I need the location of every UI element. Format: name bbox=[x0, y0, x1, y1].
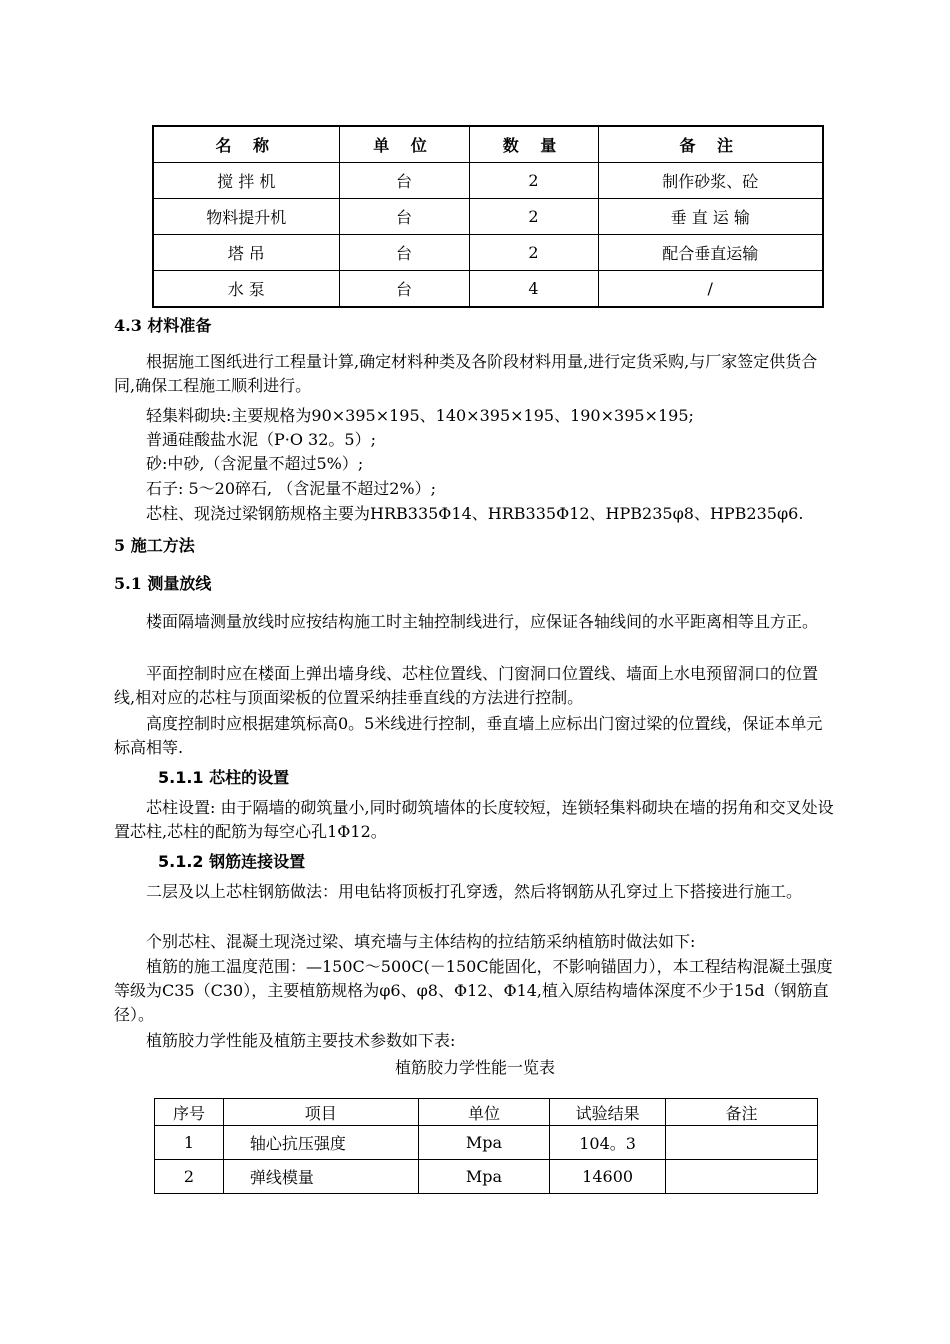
glue-properties-table bbox=[154, 1098, 818, 1194]
table-cell: 轴心抗压强度 bbox=[223, 1126, 418, 1160]
section-heading-4-3: 4.3 材料准备 bbox=[114, 316, 212, 335]
table-row bbox=[153, 199, 823, 235]
table-cell: 弹线模量 bbox=[223, 1160, 418, 1194]
table-row bbox=[155, 1126, 818, 1160]
table-cell: 2 bbox=[469, 163, 598, 199]
table-cell: 塔 吊 bbox=[153, 235, 339, 271]
header-cell: 备 注 bbox=[598, 126, 823, 163]
table-row bbox=[153, 163, 823, 199]
paragraph: 砂:中砂,（含泥量不超过5%）; bbox=[146, 454, 364, 473]
table-cell: Mpa bbox=[418, 1160, 550, 1194]
paragraph: 芯柱设置: 由于隔墙的砌筑量小,同时砌筑墙体的长度较短，连锁轻集料砌块在墙的拐角和交叉处设置芯柱,芯柱的配筋为每空心孔1Φ12。 bbox=[114, 798, 834, 841]
table-cell: 2 bbox=[155, 1160, 224, 1194]
paragraph: 平面控制时应在楼面上弹出墙身线、芯柱位置线、门窗洞口位置线、墙面上水电预留洞口的位置线,相对应的芯柱与顶面梁板的位置采纳挂垂直线的方法进行控制。 bbox=[114, 664, 819, 707]
header-cell: 备注 bbox=[665, 1099, 817, 1126]
table-row bbox=[153, 235, 823, 271]
table-cell: 台 bbox=[339, 235, 469, 271]
table-cell: 制作砂浆、砼 bbox=[598, 163, 823, 199]
table-cell: 14600 bbox=[550, 1160, 666, 1194]
header-cell: 名 称 bbox=[153, 126, 339, 163]
table-cell: 1 bbox=[155, 1126, 224, 1160]
paragraph: 根据施工图纸进行工程量计算,确定材料种类及各阶段材料用量,进行定货采购,与厂家签定供货合同,确保工程施工顺利进行。 bbox=[114, 352, 818, 395]
table-row bbox=[155, 1160, 818, 1194]
header-cell: 单位 bbox=[418, 1099, 550, 1126]
paragraph: 植筋胶力学性能及植筋主要技术参数如下表: bbox=[146, 1031, 456, 1050]
table-cell: 4 bbox=[469, 271, 598, 308]
table-header-row bbox=[155, 1099, 818, 1126]
table-cell bbox=[665, 1126, 817, 1160]
table-cell: 配合垂直运输 bbox=[598, 235, 823, 271]
table-cell: 2 bbox=[469, 199, 598, 235]
header-cell: 单 位 bbox=[339, 126, 469, 163]
table-cell: / bbox=[598, 271, 823, 308]
header-cell: 数 量 bbox=[469, 126, 598, 163]
table-cell: 搅 拌 机 bbox=[153, 163, 339, 199]
table-cell: 台 bbox=[339, 199, 469, 235]
paragraph: 个别芯柱、混凝土现浇过梁、填充墙与主体结构的拉结筋采纳植筋时做法如下: bbox=[146, 932, 696, 951]
paragraph: 普通硅酸盐水泥（P·O 32。5）; bbox=[146, 430, 376, 449]
table-cell: 物料提升机 bbox=[153, 199, 339, 235]
header-cell: 试验结果 bbox=[550, 1099, 666, 1126]
paragraph: 高度控制时应根据建筑标高0。5米线进行控制，垂直墙上应标出门窗过梁的位置线，保证本单元标高相等. bbox=[114, 714, 823, 757]
paragraph: 轻集料砌块:主要规格为90×395×195、140×395×195、190×395×195; bbox=[146, 406, 694, 425]
table-cell: 台 bbox=[339, 271, 469, 308]
equipment-table bbox=[152, 125, 824, 308]
header-cell: 项目 bbox=[223, 1099, 418, 1126]
table-cell: Mpa bbox=[418, 1126, 550, 1160]
table-cell: 垂 直 运 输 bbox=[598, 199, 823, 235]
table-cell: 水 泵 bbox=[153, 271, 339, 308]
section-heading-5-1: 5.1 测量放线 bbox=[114, 574, 212, 593]
paragraph: 植筋的施工温度范围：—150C～500C(－150C能固化，不影响锚固力），本工程结构混凝土强度等级为C35（C30），主要植筋规格为φ6、φ8、Φ12、Φ14,植入原结构墙体深度不少于15d（钢筋直径）。 bbox=[114, 957, 833, 1024]
header-cell: 序号 bbox=[155, 1099, 224, 1126]
table-cell bbox=[665, 1160, 817, 1194]
table-cell: 104。3 bbox=[550, 1126, 666, 1160]
section-heading-5-1-2: 5.1.2 钢筋连接设置 bbox=[158, 852, 306, 871]
table-row bbox=[153, 271, 823, 308]
table-cell: 2 bbox=[469, 235, 598, 271]
section-heading-5: 5 施工方法 bbox=[114, 536, 195, 555]
section-heading-5-1-1: 5.1.1 芯柱的设置 bbox=[158, 768, 290, 787]
table-cell: 台 bbox=[339, 163, 469, 199]
paragraph: 芯柱、现浇过梁钢筋规格主要为HRB335Φ14、HRB335Φ12、HPB235φ8、HPB235φ6. bbox=[146, 504, 804, 523]
paragraph: 二层及以上芯柱钢筋做法：用电钻将顶板打孔穿透，然后将钢筋从孔穿过上下搭接进行施工。 bbox=[146, 882, 803, 901]
table-header-row bbox=[153, 126, 823, 163]
paragraph: 楼面隔墙测量放线时应按结构施工时主轴控制线进行，应保证各轴线间的水平距离相等且方正。 bbox=[146, 612, 819, 631]
paragraph: 石子: 5～20碎石, （含泥量不超过2%）; bbox=[146, 479, 436, 498]
table-caption: 植筋胶力学性能一览表 bbox=[394, 1058, 555, 1077]
